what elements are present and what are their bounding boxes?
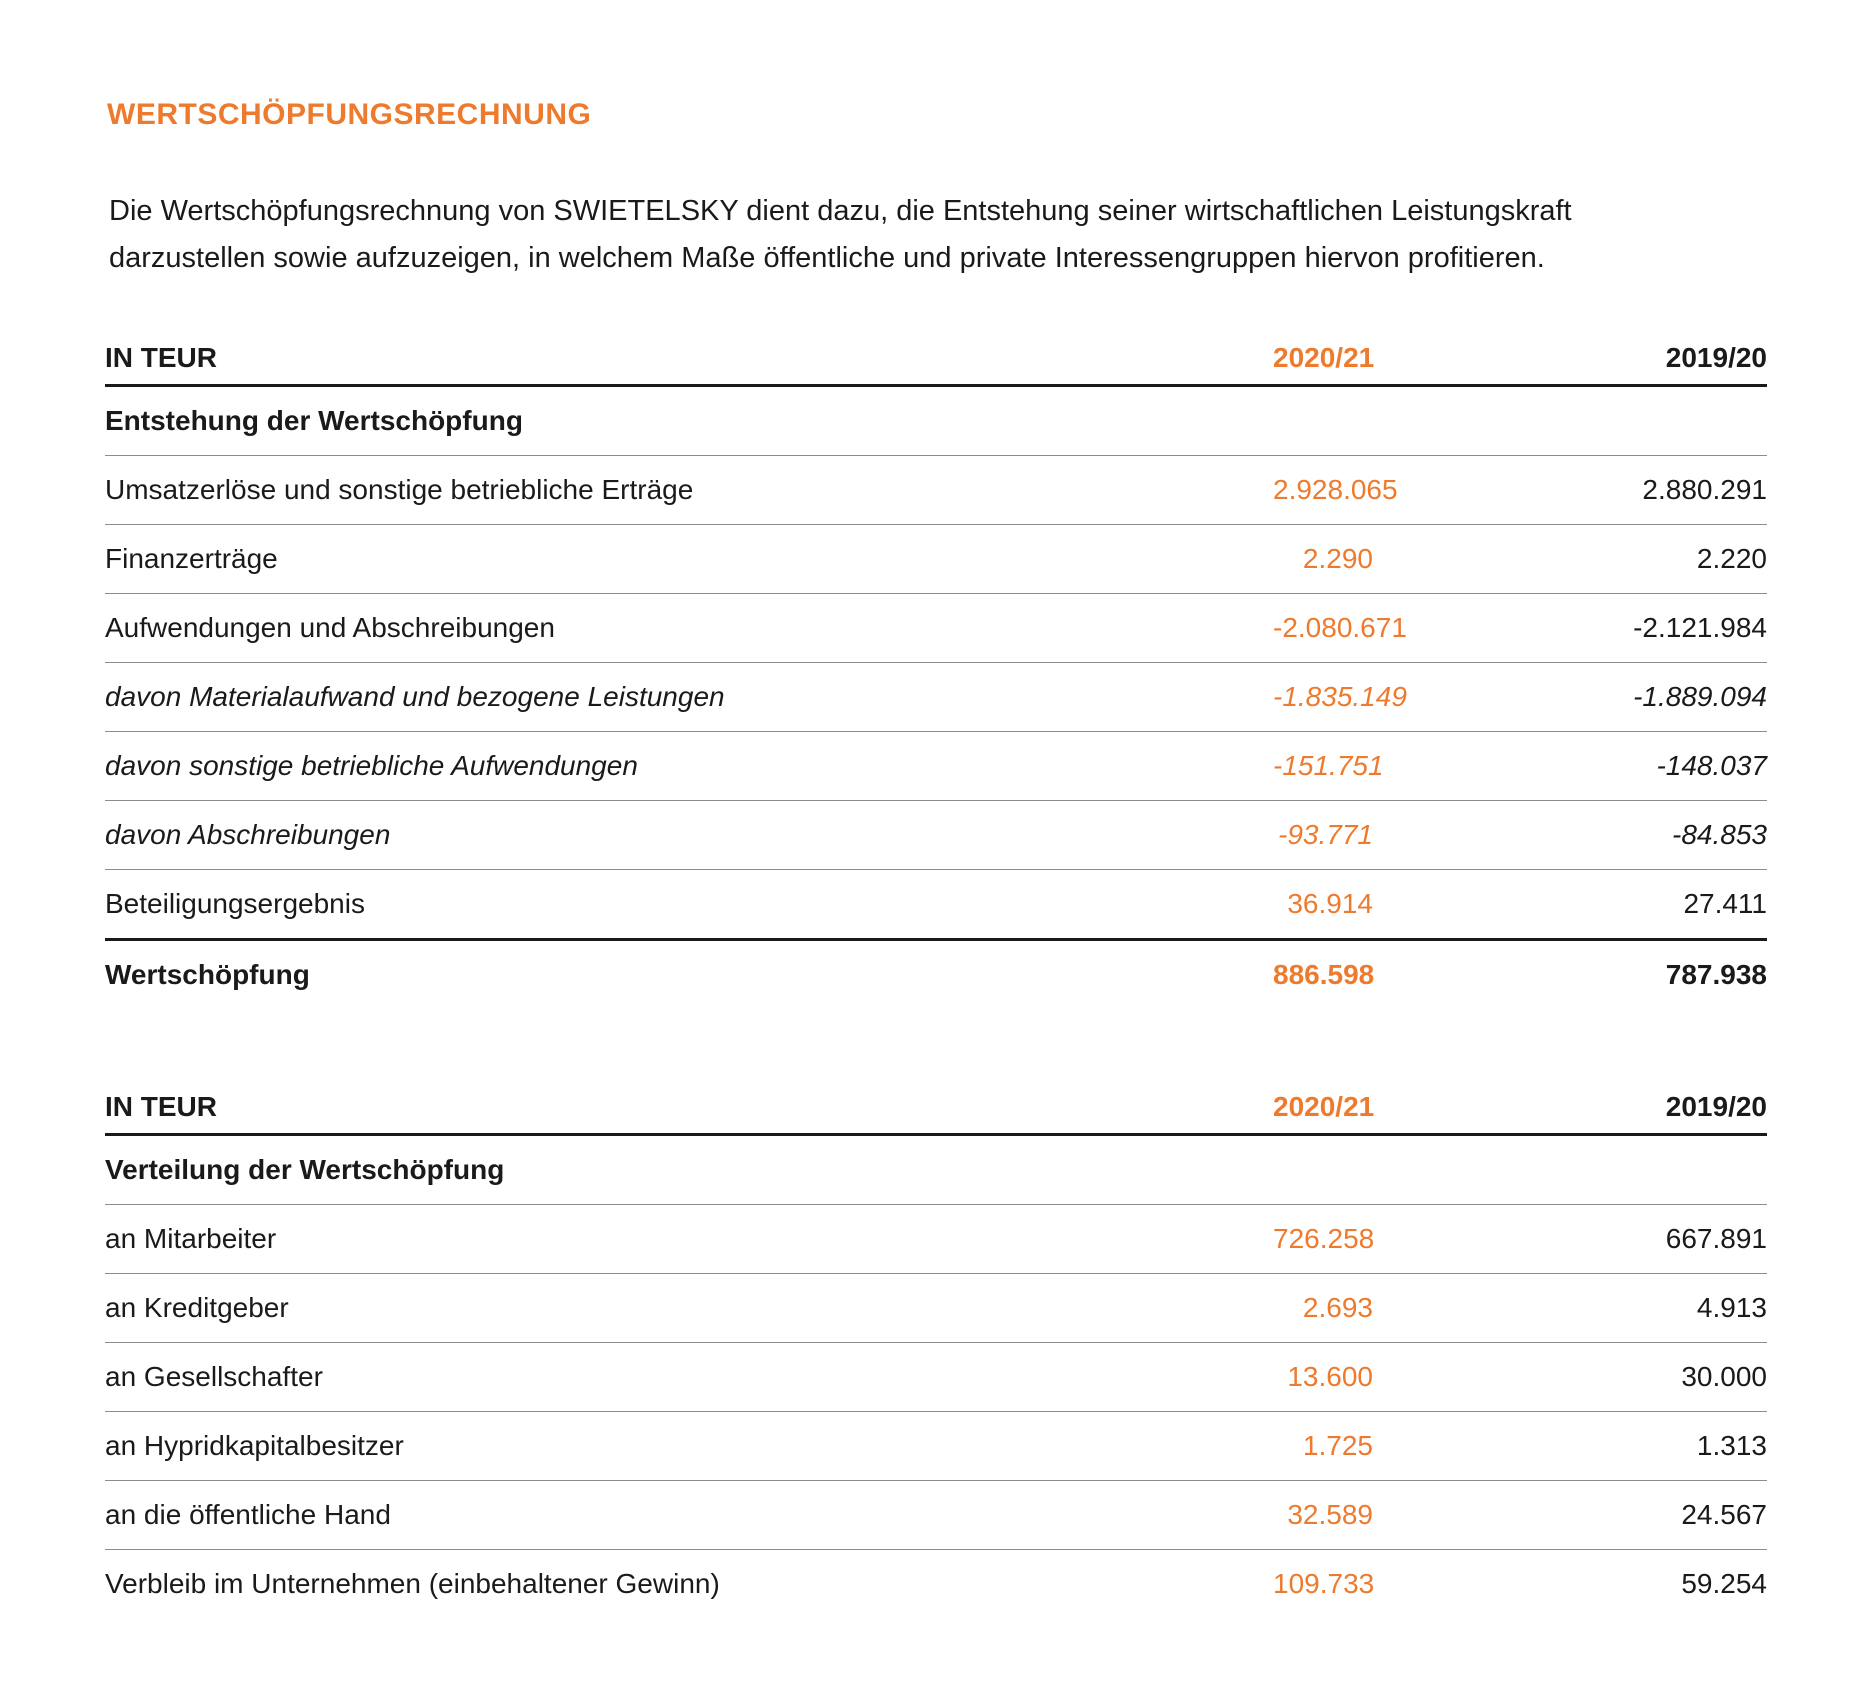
row-label: davon Abschreibungen <box>105 819 391 850</box>
intro-line: darzustellen sowie aufzuzeigen, in welchem Maße öffentliche und private Interessengruppen hiervon profitieren. <box>109 242 1545 274</box>
total-row <box>105 941 1767 1009</box>
table-row <box>105 1343 1767 1412</box>
value-current: -151.751 <box>1273 750 1384 781</box>
value-creation-table <box>105 332 1767 1009</box>
intro-paragraph <box>109 188 1709 282</box>
table-row <box>105 732 1767 801</box>
row-label: an Gesellschafter <box>105 1361 323 1392</box>
value-current: 1.725 <box>1302 1430 1373 1461</box>
value-previous: 59.254 <box>1681 1568 1767 1599</box>
table-row <box>105 594 1767 663</box>
value-previous: 4.913 <box>1696 1292 1767 1323</box>
row-label: Finanzerträge <box>105 543 278 574</box>
table-row <box>105 1274 1767 1343</box>
table-row <box>105 525 1767 594</box>
value-previous: 2.220 <box>1696 543 1767 574</box>
table-row <box>105 456 1767 525</box>
row-label: an die öffentliche Hand <box>105 1499 391 1530</box>
table-row <box>105 1412 1767 1481</box>
total-previous: 787.938 <box>1665 959 1767 990</box>
section-title: Verteilung der Wertschöpfung <box>105 1154 505 1185</box>
table-row <box>105 663 1767 732</box>
total-current: 886.598 <box>1273 959 1375 990</box>
value-current: 32.589 <box>1287 1499 1373 1530</box>
value-current: 726.258 <box>1273 1223 1375 1254</box>
row-label: Verbleib im Unternehmen (einbehaltener Gewinn) <box>105 1568 720 1599</box>
row-label: davon sonstige betriebliche Aufwendungen <box>105 750 638 781</box>
unit-label: IN TEUR <box>105 1091 217 1122</box>
value-current: -1.835.149 <box>1273 681 1407 712</box>
table-row <box>105 1550 1767 1618</box>
total-label: Wertschöpfung <box>105 959 310 990</box>
value-previous: -84.853 <box>1672 819 1767 850</box>
value-current: -2.080.671 <box>1273 612 1407 643</box>
intro-line: Die Wertschöpfungsrechnung von SWIETELSKY dient dazu, die Entstehung seiner wirtschaftlichen Leistungskraft <box>109 195 1572 227</box>
column-header-current: 2020/21 <box>1273 1091 1375 1122</box>
table-row <box>105 870 1767 941</box>
row-label: davon Materialaufwand und bezogene Leistungen <box>105 681 725 712</box>
section-title: Entstehung der Wertschöpfung <box>105 405 523 436</box>
value-current: -93.771 <box>1278 819 1373 850</box>
value-distribution-table <box>105 1081 1767 1618</box>
value-previous: 27.411 <box>1683 888 1767 919</box>
table-row <box>105 1205 1767 1274</box>
row-label: Umsatzerlöse und sonstige betriebliche Erträge <box>105 474 694 505</box>
value-previous: -1.889.094 <box>1633 681 1767 712</box>
value-previous: -2.121.984 <box>1633 612 1767 643</box>
value-current: 109.733 <box>1273 1568 1375 1599</box>
column-header-previous: 2019/20 <box>1665 342 1767 373</box>
section-heading <box>105 387 1767 456</box>
row-label: Beteiligungsergebnis <box>105 888 365 919</box>
value-previous: -148.037 <box>1656 750 1767 781</box>
value-previous: 2.880.291 <box>1642 474 1767 505</box>
row-label: an Kreditgeber <box>105 1292 289 1323</box>
row-label: an Hypridkapitalbesitzer <box>105 1430 404 1461</box>
table-header <box>105 332 1767 387</box>
table-row <box>105 1481 1767 1550</box>
value-previous: 30.000 <box>1681 1361 1767 1392</box>
value-current: 2.928.065 <box>1273 474 1398 505</box>
row-label: an Mitarbeiter <box>105 1223 277 1254</box>
page-title: WERTSCHÖPFUNGSRECHNUNG <box>107 98 592 131</box>
row-label: Aufwendungen und Abschreibungen <box>105 612 555 643</box>
table-header <box>105 1081 1767 1136</box>
value-current: 2.290 <box>1302 543 1373 574</box>
unit-label: IN TEUR <box>105 342 217 373</box>
section-heading <box>105 1136 1767 1205</box>
table-row <box>105 801 1767 870</box>
value-current: 36.914 <box>1287 888 1373 919</box>
column-header-current: 2020/21 <box>1273 342 1375 373</box>
column-header-previous: 2019/20 <box>1665 1091 1767 1122</box>
value-previous: 667.891 <box>1665 1223 1767 1254</box>
value-current: 2.693 <box>1302 1292 1373 1323</box>
value-current: 13.600 <box>1287 1361 1373 1392</box>
value-previous: 1.313 <box>1696 1430 1767 1461</box>
value-previous: 24.567 <box>1681 1499 1767 1530</box>
